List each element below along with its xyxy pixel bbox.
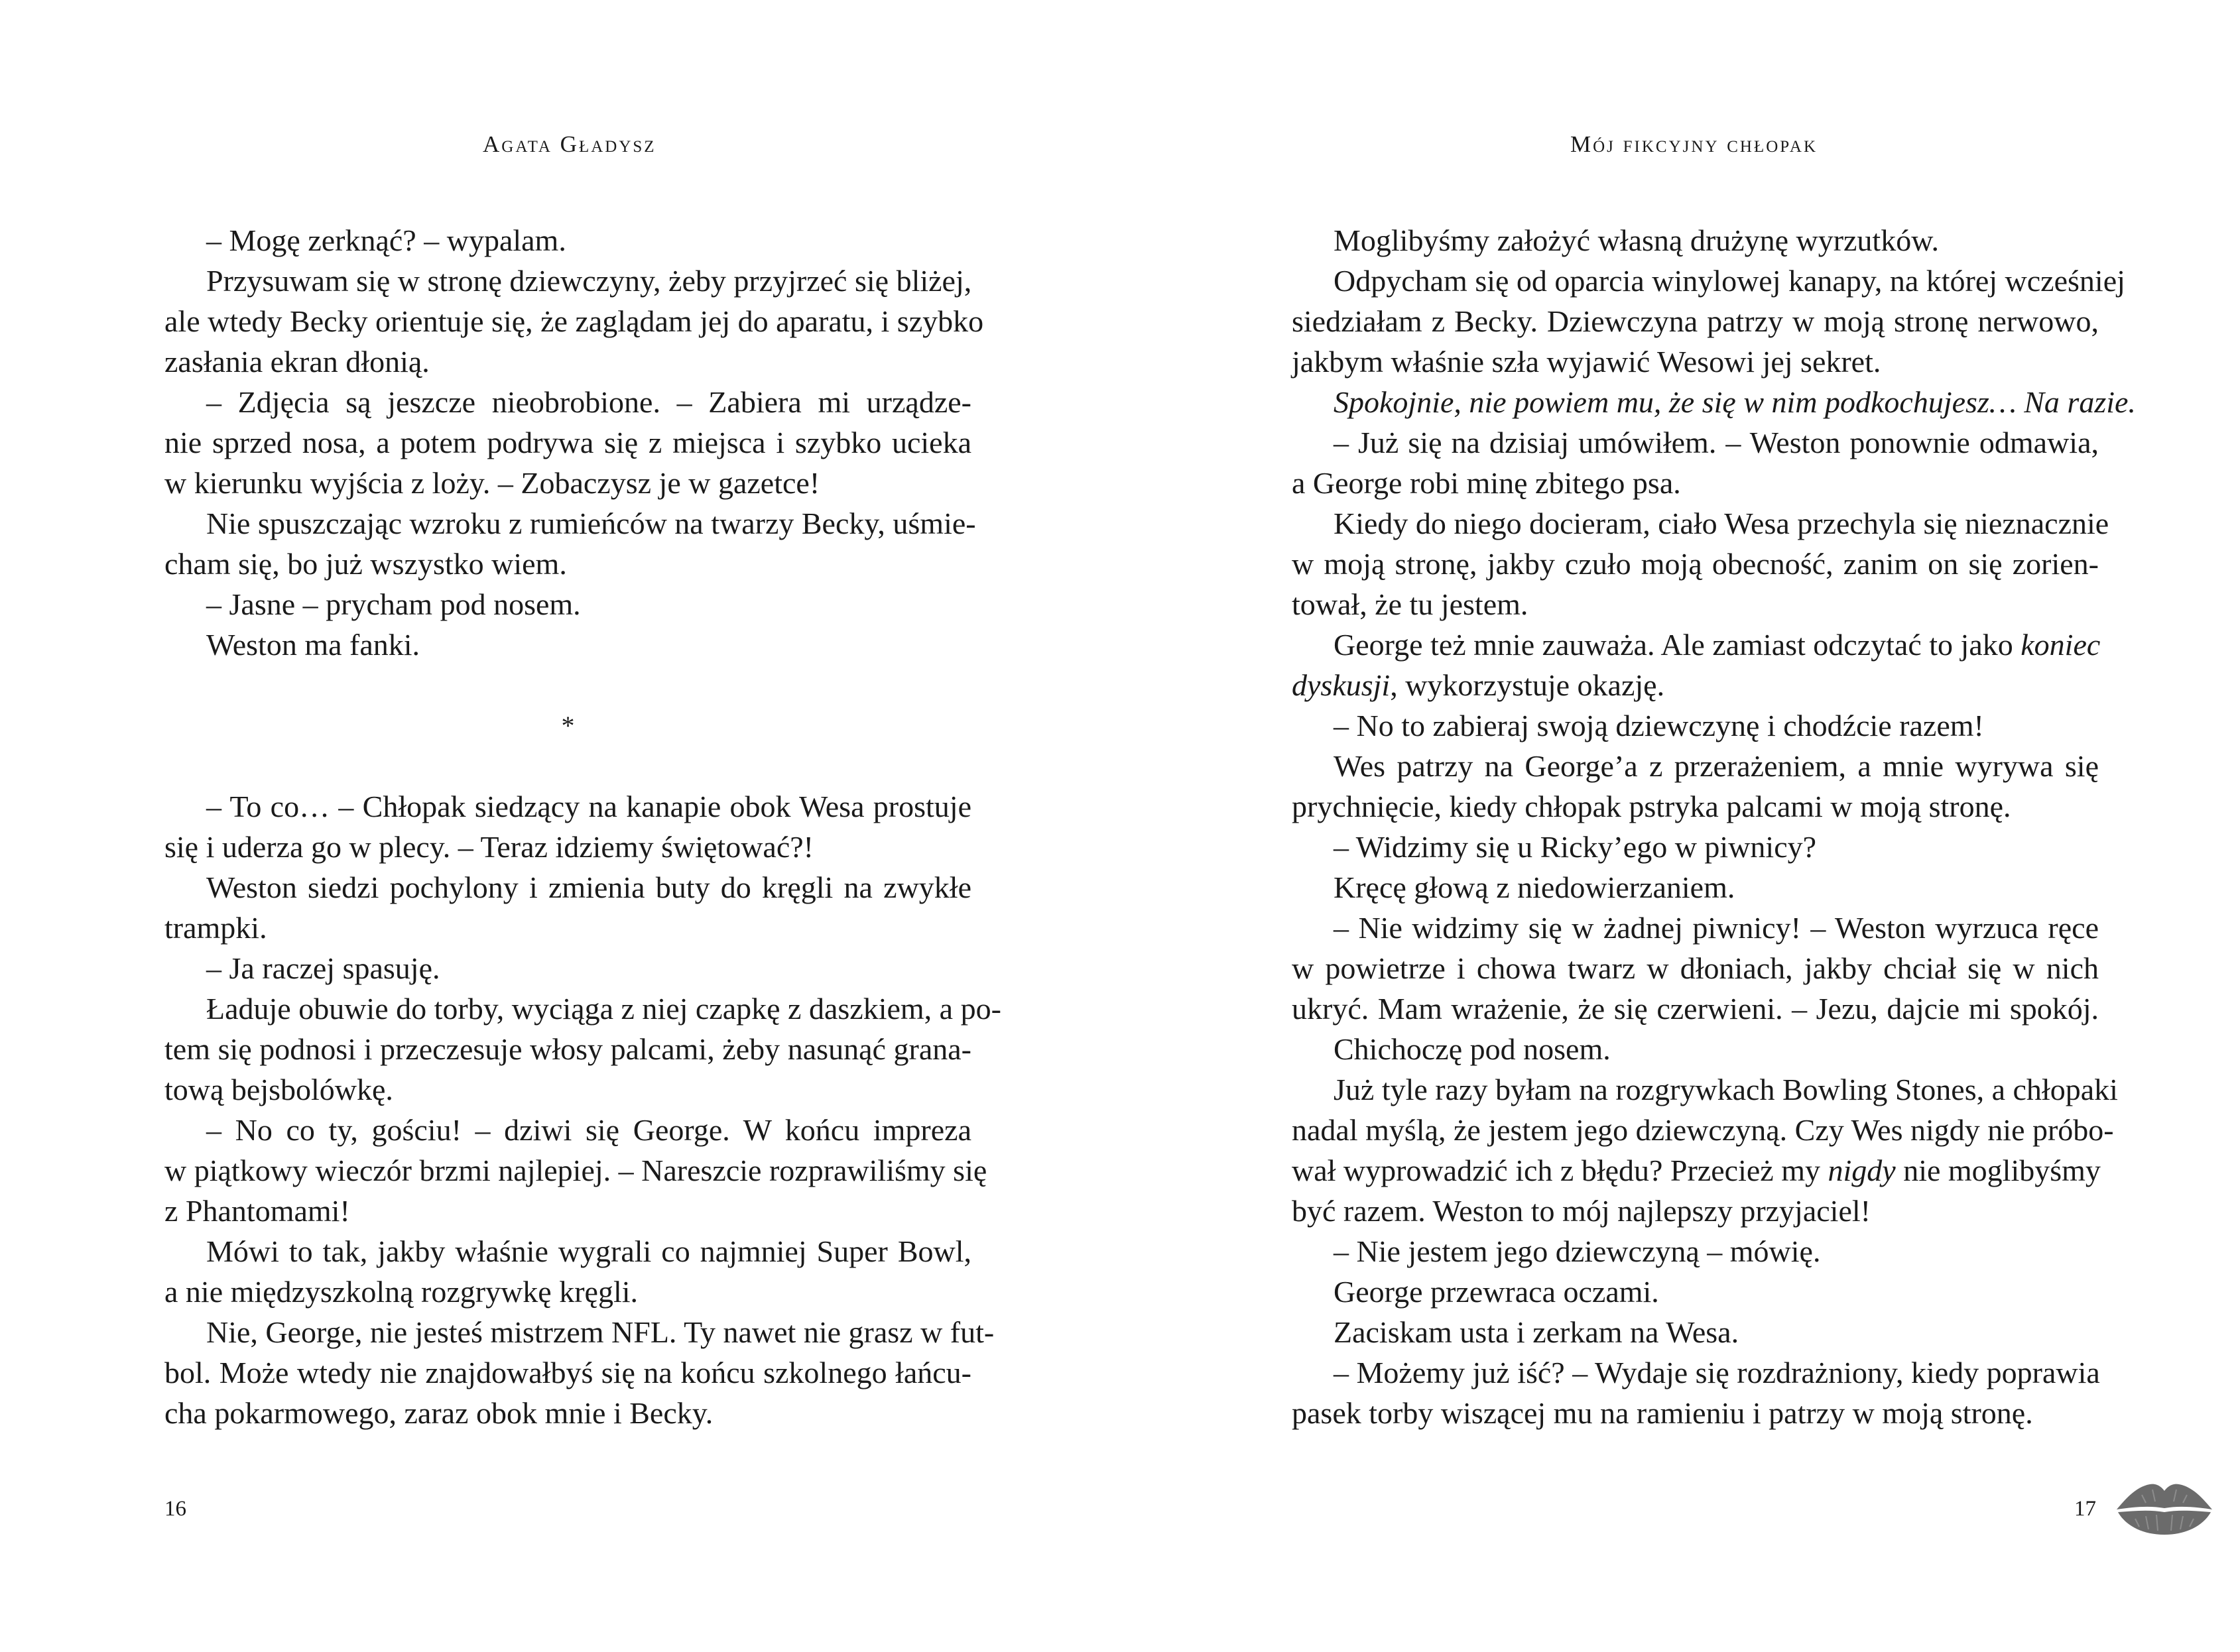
text-line: być razem. Weston to mój najlepszy przyjaciel! <box>1292 1194 1871 1228</box>
page-number-left: 16 <box>164 1497 186 1521</box>
text-line: tową bejsbolówkę. <box>164 1073 393 1106</box>
text-line: – Już się na dzisiaj umówiłem. – Weston ponownie odmawia, <box>1334 426 2099 459</box>
text-line: Moglibyśmy założyć własną drużynę wyrzutków. <box>1334 223 1939 257</box>
text-line: Odpycham się od oparcia winylowej kanapy, na której wcześniej <box>1334 264 2125 298</box>
text-line: – Jasne – prycham pod nosem. <box>206 587 581 621</box>
text-line: z Phantomami! <box>164 1194 350 1228</box>
text-line: George przewraca oczami. <box>1334 1275 1659 1309</box>
text-line: w kierunku wyjścia z loży. – Zobaczysz je w gazetce! <box>164 466 820 500</box>
text-line: pasek torby wiszącej mu na ramieniu i patrzy w moją stronę. <box>1292 1396 2033 1430</box>
text-line: – Nie jestem jego dziewczyną – mówię. <box>1334 1234 1821 1268</box>
text-line: – Zdjęcia są jeszcze nieobrobione. – Zabiera mi urządze- <box>206 385 971 419</box>
text-fragment: , wykorzystuje okazję. <box>1390 668 1665 702</box>
text-line: – Nie widzimy się w żadnej piwnicy! – Weston wyrzuca ręce <box>1334 911 2099 945</box>
text-line: siedziałam z Becky. Dziewczyna patrzy w moją stronę nerwowo, <box>1292 304 2099 338</box>
text-fragment: wał wyprowadzić ich z błędu? Przecież my <box>1292 1153 1828 1187</box>
text-line: – To co… – Chłopak siedzący na kanapie obok Wesa prostuje <box>206 790 971 823</box>
text-line: Już tyle razy byłam na rozgrywkach Bowling Stones, a chłopaki <box>1334 1073 2118 1106</box>
page-number-right: 17 <box>2074 1497 2096 1521</box>
text-line: Zaciskam usta i zerkam na Wesa. <box>1334 1315 1739 1349</box>
text-line <box>1292 665 2099 705</box>
text-line: w powietrze i chowa twarz w dłoniach, jakby chciał się w nich <box>1292 951 2099 985</box>
text-line: Mówi to tak, jakby właśnie wygrali co najmniej Super Bowl, <box>206 1234 971 1268</box>
text-line: Nie spuszczając wzroku z rumieńców na twarzy Becky, uśmie- <box>206 506 976 540</box>
text-fragment: George też mnie zauważa. Ale zamiast odczytać to jako <box>1334 628 2021 662</box>
text-line: cham się, bo już wszystko wiem. <box>164 547 567 581</box>
text-fragment-italic: dyskusji <box>1292 668 1391 702</box>
blank-line <box>164 746 971 786</box>
section-break-asterisk: * <box>561 711 575 740</box>
text-line: Weston ma fanki. <box>206 628 420 662</box>
text-fragment-italic: nigdy <box>1828 1153 1896 1187</box>
text-line: cha pokarmowego, zaraz obok mnie i Becky. <box>164 1396 714 1430</box>
text-line: – Mogę zerknąć? – wypalam. <box>206 223 566 257</box>
text-line: ale wtedy Becky orientuje się, że zaglądam jej do aparatu, i szybko <box>164 304 984 338</box>
text-line: trampki. <box>164 911 267 945</box>
text-line: a nie międzyszkolną rozgrywkę kręgli. <box>164 1275 639 1309</box>
lips-kiss-icon <box>2115 1480 2213 1537</box>
text-line: jakbym właśnie szła wyjawić Wesowi jej sekret. <box>1292 345 1881 379</box>
text-line: Chichoczę pod nosem. <box>1334 1032 1611 1066</box>
running-head-author: Agata Gładysz <box>483 131 656 157</box>
left-page-text <box>164 220 1001 1433</box>
text-line: tował, że tu jestem. <box>1292 587 1528 621</box>
text-line: – No co ty, gościu! – dziwi się George. W końcu impreza <box>206 1113 971 1147</box>
text-line: – Widzimy się u Ricky’ego w piwnicy? <box>1334 830 1817 864</box>
text-line: się i uderza go w plecy. – Teraz idziemy świętować?! <box>164 830 814 864</box>
text-line: Ładuje obuwie do torby, wyciąga z niej czapkę z daszkiem, a po- <box>206 992 1001 1026</box>
text-line: zasłania ekran dłonią. <box>164 345 430 379</box>
text-line: Wes patrzy na George’a z przerażeniem, a mnie wyrywa się <box>1334 749 2099 783</box>
text-line: nadal myślą, że jestem jego dziewczyną. Czy Wes nigdy nie próbo- <box>1292 1113 2114 1147</box>
text-line: Weston siedzi pochylony i zmienia buty do kręgli na zwykłe <box>206 870 971 904</box>
running-head-title: Mój fikcyjny chłopak <box>1570 131 1818 157</box>
right-page-text <box>1292 220 2136 1433</box>
text-fragment: nie moglibyśmy <box>1895 1153 2101 1187</box>
text-line: nie sprzed nosa, a potem podrywa się z miejsca i szybko ucieka <box>164 426 971 459</box>
text-line: – No to zabieraj swoją dziewczynę i chodźcie razem! <box>1334 709 1984 742</box>
text-line: w piątkowy wieczór brzmi najlepiej. – Nareszcie rozprawiliśmy się <box>164 1153 987 1187</box>
text-line: tem się podnosi i przeczesuje włosy palcami, żeby nasunąć grana- <box>164 1032 971 1066</box>
text-line: Kiedy do niego docieram, ciało Wesa przechyla się nieznacznie <box>1334 506 2109 540</box>
blank-line <box>164 665 971 705</box>
text-line: w moją stronę, jakby czuło moją obecność, zanim on się zorien- <box>1292 547 2099 581</box>
upper-lip-shape <box>2117 1484 2212 1509</box>
text-line: prychnięcie, kiedy chłopak pstryka palcami w moją stronę. <box>1292 790 2011 823</box>
text-fragment-italic: koniec <box>2021 628 2101 662</box>
text-line <box>1292 1150 2099 1191</box>
text-line: Przysuwam się w stronę dziewczyny, żeby przyjrzeć się bliżej, <box>206 264 972 298</box>
text-line: Kręcę głową z niedowierzaniem. <box>1334 870 1735 904</box>
text-line: bol. Może wtedy nie znajdowałbyś się na końcu szkolnego łańcu- <box>164 1356 971 1389</box>
text-line: a George robi minę zbitego psa. <box>1292 466 1681 500</box>
text-line: – Ja raczej spasuję. <box>206 951 440 985</box>
text-line-italic: Spokojnie, nie powiem mu, że się w nim podkochujesz… Na razie. <box>1334 385 2136 419</box>
text-line: Nie, George, nie jesteś mistrzem NFL. Ty nawet nie grasz w fut- <box>206 1315 995 1349</box>
text-line: – Możemy już iść? – Wydaje się rozdrażniony, kiedy poprawia <box>1334 1356 2100 1389</box>
text-line: ukryć. Mam wrażenie, że się czerwieni. – Jezu, dajcie mi spokój. <box>1292 992 2099 1026</box>
text-line <box>1292 624 2099 665</box>
lower-lip-shape <box>2118 1511 2211 1535</box>
